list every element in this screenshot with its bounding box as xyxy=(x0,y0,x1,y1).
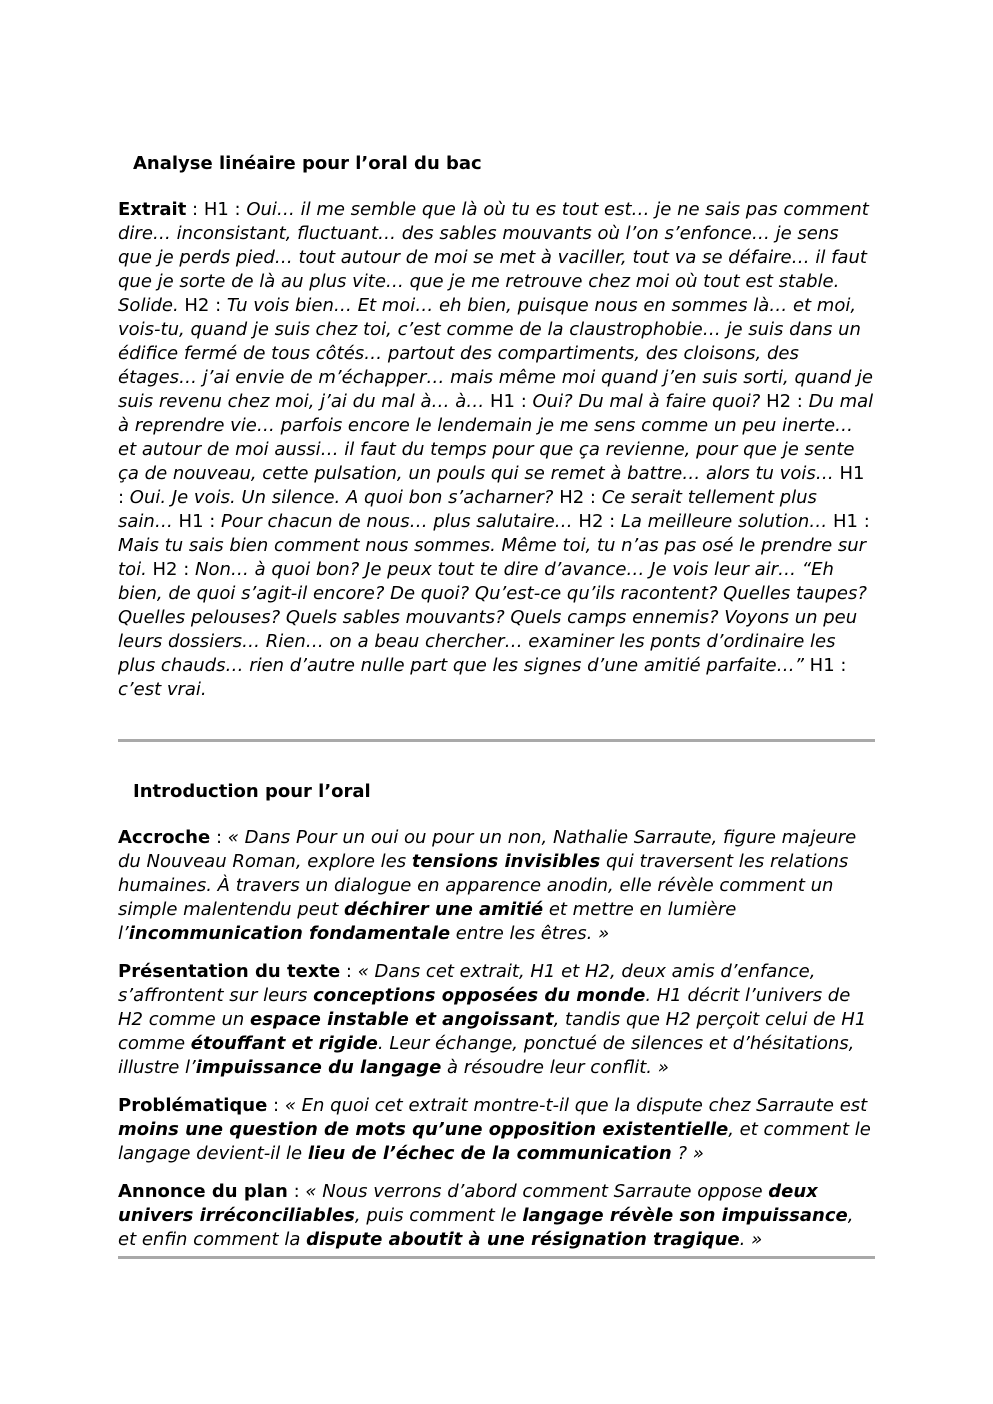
text-run: H1 : xyxy=(484,391,533,412)
section-introduction xyxy=(118,780,875,1252)
text-run: Ce serait tellement plus sain… xyxy=(118,487,817,532)
text-run: . » xyxy=(739,1229,763,1250)
text-run: Mais tu sais bien comment nous sommes. Même toi, tu n’as pas osé le prendre sur toi. xyxy=(118,535,867,580)
text-run: incommunication fondamentale xyxy=(128,923,451,944)
text-run: H2 : xyxy=(572,511,621,532)
text-run: à résoudre leur conflit. » xyxy=(441,1057,669,1078)
text-run: déchirer une amitié xyxy=(343,899,544,920)
text-run: . Leur échange, ponctué de silences et d’hésitations, illustre l’ xyxy=(118,1033,855,1078)
text-run: H2 : xyxy=(178,295,227,316)
text-run: Oui… il me semble que là où tu es tout est… je ne sais pas comment dire… inconsistant, fluctuant… des sables mouvants où l’on s’enfonce… je sens que je perds pied… tout autour de moi se met à vaciller, tout va se défaire… il faut que je sorte de là au plus vite… que je me retrouve chez moi où tout est stable. Solide. xyxy=(118,199,869,316)
text-run: H1 : xyxy=(118,463,865,508)
text-run: Pour chacun de nous… plus salutaire… xyxy=(221,511,573,532)
text-run: : xyxy=(340,961,358,982)
text-run: H2 : xyxy=(146,559,196,580)
text-run: : H1 : xyxy=(186,199,247,220)
text-run: Annonce du plan xyxy=(118,1181,288,1202)
text-run: Accroche xyxy=(118,827,211,848)
text-run: ? » xyxy=(671,1143,704,1164)
text-run: Oui. Je vois. Un silence. A quoi bon s’acharner? xyxy=(129,487,554,508)
text-run: : xyxy=(210,827,228,848)
text-run: : xyxy=(267,1095,285,1116)
text-run: c’est vrai. xyxy=(118,679,207,700)
accroche-paragraph xyxy=(118,826,875,946)
text-run: « Dans cet extrait, H1 et H2, deux amis d’enfance, s’affrontent sur leurs xyxy=(118,961,816,1006)
text-run: lieu de l’échec de la communication xyxy=(307,1143,672,1164)
text-run: H1 : xyxy=(172,511,222,532)
text-run: « En quoi cet extrait montre-t-il que la dispute chez Sarraute est xyxy=(284,1095,868,1116)
text-run: , puis comment le xyxy=(354,1205,523,1226)
text-run: étouffant et rigide xyxy=(190,1033,378,1054)
text-run: . H1 décrit l’univers de H2 comme un xyxy=(118,985,851,1030)
text-run: H1 : xyxy=(827,511,870,532)
text-run: Présentation du texte xyxy=(118,961,341,982)
text-run: H2 : xyxy=(760,391,809,412)
text-run: espace instable et angoissant xyxy=(250,1009,554,1030)
text-run: conceptions opposées du monde xyxy=(313,985,646,1006)
section-title-introduction: Introduction pour l’oral xyxy=(133,781,371,802)
text-run: Tu vois bien… Et moi… eh bien, puisque nous en sommes là… et moi, vois-tu, quand je suis chez toi, c’est comme de la claustrophobie… je suis dans un édifice fermé de tous côtés… partout des compartiments, des cloisons, des étages… j’ai envie de m’échapper… mais même moi quand j’en suis sorti, quand je suis revenu chez moi, j’ai du mal à… à… xyxy=(118,295,873,412)
section-title-analyse: Analyse linéaire pour l’oral du bac xyxy=(133,153,482,174)
section-analyse xyxy=(118,152,875,702)
extrait-paragraph xyxy=(118,198,875,702)
text-run: « Nous verrons d’abord comment Sarraute oppose xyxy=(305,1181,769,1202)
text-run: dispute aboutit à une résignation tragique xyxy=(306,1229,740,1250)
problematique-paragraph xyxy=(118,1094,875,1166)
text-run: qui traversent les relations humaines. À travers un dialogue en apparence anodin, elle révèle comment un simple malentendu peut xyxy=(118,851,849,920)
text-run: H2 : xyxy=(553,487,602,508)
presentation-paragraph xyxy=(118,960,875,1080)
text-run: tensions invisibles xyxy=(411,851,601,872)
text-run: Non… à quoi bon? Je peux tout te dire d’avance… Je vois leur air… “Eh bien, de quoi s’agit-il encore? De quoi? Qu’est-ce qu’ils racontent? Quelles taupes? Quelles pelouses? Quels sables mouvants? Quels camps ennemis? Voyons un peu leurs dossiers… Rien… on a beau chercher… examiner les ponts d’ordinaire les plus chauds… rien d’autre nulle part que les signes d’une amitié parfaite…” xyxy=(118,559,867,676)
text-run: Problématique xyxy=(118,1095,268,1116)
text-run: entre les êtres. » xyxy=(450,923,610,944)
text-run: « Dans Pour un oui ou pour un non, Nathalie Sarraute, figure majeure du Nouveau Roman, explore les xyxy=(118,827,857,872)
divider-2 xyxy=(118,1256,875,1259)
text-run: langage révèle son impuissance xyxy=(522,1205,848,1226)
divider-1 xyxy=(118,739,875,742)
text-run: deux univers irréconciliables xyxy=(118,1181,818,1226)
text-run: : xyxy=(287,1181,306,1202)
text-run: moins une question de mots qu’une opposition existentielle xyxy=(118,1119,729,1140)
text-run: , et comment le langage devient-il le xyxy=(118,1119,871,1164)
text-run: Extrait xyxy=(118,199,187,220)
text-run: et mettre en lumière l’ xyxy=(118,899,737,944)
plan-paragraph xyxy=(118,1180,875,1252)
text-run: La meilleure solution… xyxy=(620,511,828,532)
text-run: Oui? Du mal à faire quoi? xyxy=(532,391,761,412)
text-run: , tandis que H2 perçoit celui de H1 comme xyxy=(118,1009,867,1054)
text-run: H1 : xyxy=(803,655,847,676)
text-run: , et enfin comment la xyxy=(118,1205,854,1250)
text-run: impuissance du langage xyxy=(195,1057,442,1078)
text-run: Du mal à reprendre vie… parfois encore le lendemain je me sens comme un peu inerte… et autour de moi aussi… il faut du temps pour que ça revienne, pour que je sente ça de nouveau, cette pulsation, un pouls qui se remet à battre… alors tu vois… xyxy=(118,391,874,484)
